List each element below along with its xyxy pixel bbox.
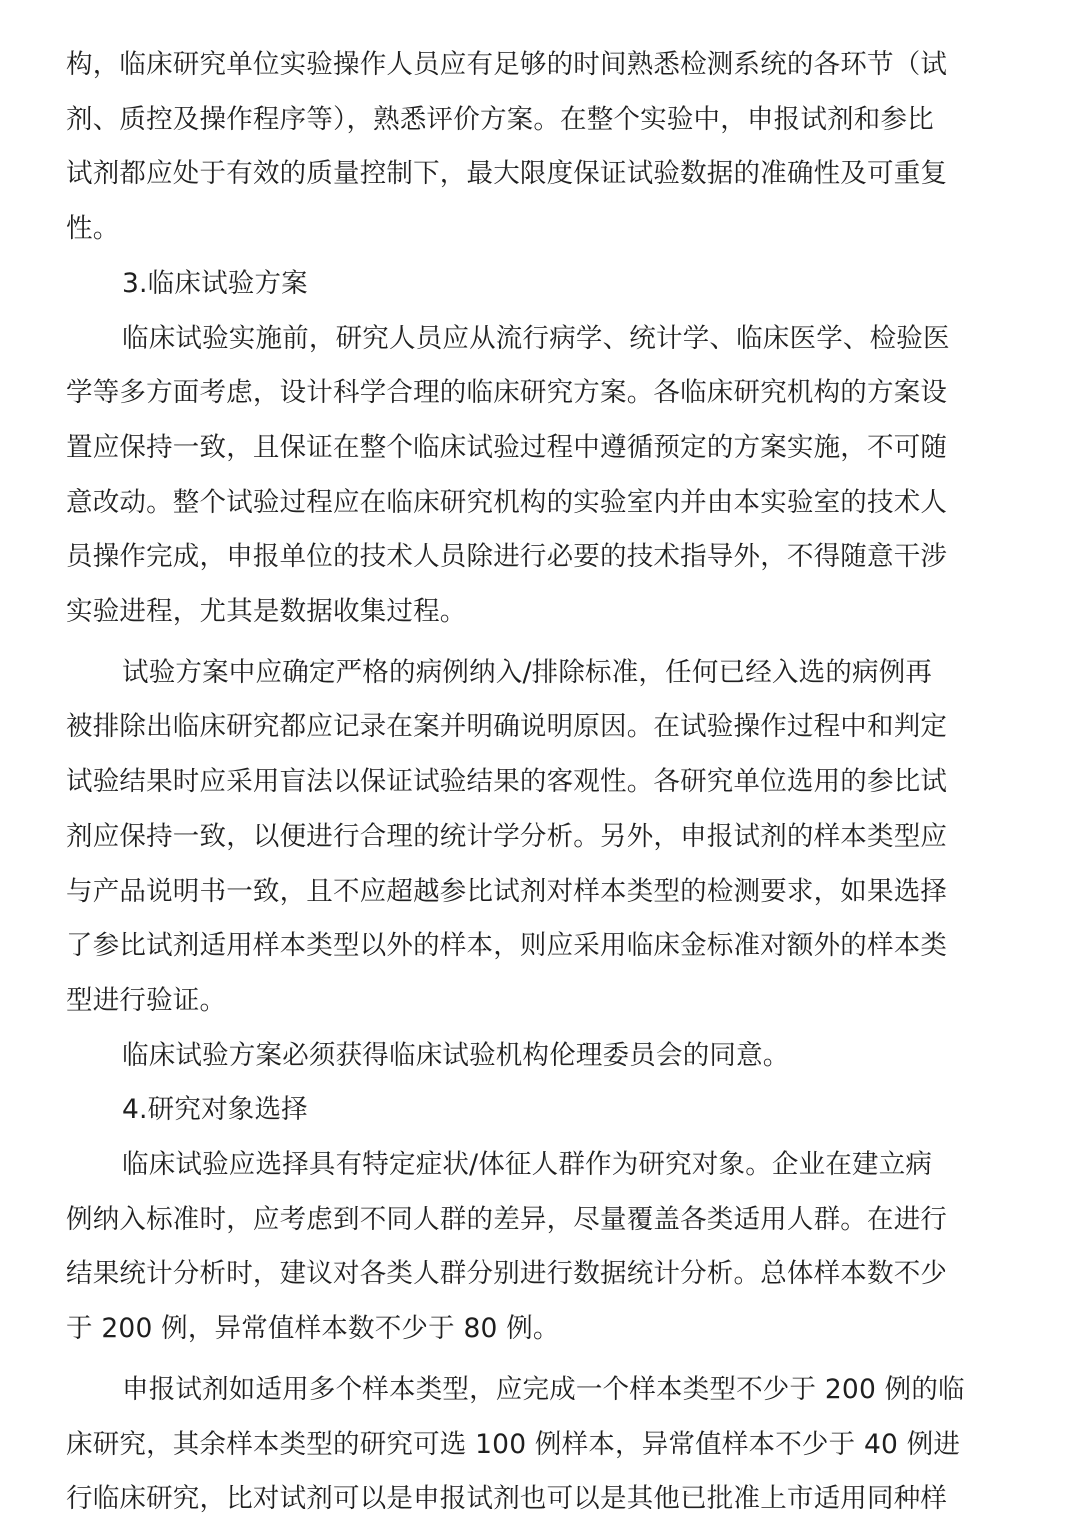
text-line: 结果统计分析时，建议对各类人群分别进行数据统计分析。总体样本数不少 xyxy=(66,1258,948,1290)
paragraph-trial-design xyxy=(66,312,1016,640)
paragraph-study-subjects xyxy=(66,1138,1016,1357)
section-heading-clinical-trial-protocol: 3.临床试验方案 xyxy=(122,267,308,299)
text-line: 剂应保持一致，以便进行合理的统计学分析。另外，申报试剂的样本类型应 xyxy=(66,820,948,852)
text-line: 于 200 例，异常值样本数不少于 80 例。 xyxy=(66,1313,560,1345)
paragraph-ethics-approval xyxy=(66,1029,1016,1084)
document-page xyxy=(66,38,1016,1527)
text-line: 学等多方面考虑，设计科学合理的临床研究方案。各临床研究机构的方案设 xyxy=(66,377,948,409)
text-line: 与产品说明书一致，且不应超越参比试剂对样本类型的检测要求，如果选择 xyxy=(66,875,948,907)
text-line: 置应保持一致，且保证在整个临床试验过程中遵循预定的方案实施，不可随 xyxy=(66,431,948,463)
text-line: 试剂都应处于有效的质量控制下，最大限度保证试验数据的准确性及可重复 xyxy=(66,158,948,190)
text-line: 意改动。整个试验过程应在临床研究机构的实验室内并由本实验室的技术人 xyxy=(66,486,948,518)
paragraph-inclusion-criteria xyxy=(66,646,1016,1029)
text-line: 型进行验证。 xyxy=(66,984,227,1016)
section-heading-subject-selection: 4.研究对象选择 xyxy=(122,1094,308,1126)
text-line: 例纳入标准时，应考虑到不同人群的差异，尽量覆盖各类适用人群。在进行 xyxy=(66,1203,948,1235)
text-line: 临床试验应选择具有特定症状/体征人群作为研究对象。企业在建立病 xyxy=(122,1149,933,1181)
text-line: 实验进程，尤其是数据收集过程。 xyxy=(66,596,467,628)
text-line: 试验结果时应采用盲法以保证试验结果的客观性。各研究单位选用的参比试 xyxy=(66,766,948,798)
text-line: 构，临床研究单位实验操作人员应有足够的时间熟悉检测系统的各环节（试 xyxy=(66,49,948,80)
text-line: 被排除出临床研究都应记录在案并明确说明原因。在试验操作过程中和判定 xyxy=(66,711,948,743)
text-line: 床研究，其余样本类型的研究可选 100 例样本，异常值样本不少于 40 例进 xyxy=(66,1428,961,1460)
paragraph-multiple-sample-types xyxy=(66,1363,1016,1527)
text-line: 申报试剂如适用多个样本类型，应完成一个样本类型不少于 200 例的临 xyxy=(122,1373,965,1405)
text-line: 了参比试剂适用样本类型以外的样本，则应采用临床金标准对额外的样本类 xyxy=(66,930,948,962)
text-line: 行临床研究，比对试剂可以是申报试剂也可以是其他已批准上市适用同种样 xyxy=(66,1483,948,1515)
text-line: 性。 xyxy=(66,213,120,245)
paragraph-sample-handling xyxy=(66,38,1016,257)
text-line: 临床试验实施前，研究人员应从流行病学、统计学、临床医学、检验医 xyxy=(122,322,950,354)
text-line: 试验方案中应确定严格的病例纳入/排除标准，任何已经入选的病例再 xyxy=(122,656,933,688)
text-line: 临床试验方案必须获得临床试验机构伦理委员会的同意。 xyxy=(122,1039,790,1071)
text-line: 员操作完成，申报单位的技术人员除进行必要的技术指导外，不得随意干涉 xyxy=(66,541,948,573)
text-line: 剂、质控及操作程序等），熟悉评价方案。在整个实验中，申报试剂和参比 xyxy=(66,103,934,135)
